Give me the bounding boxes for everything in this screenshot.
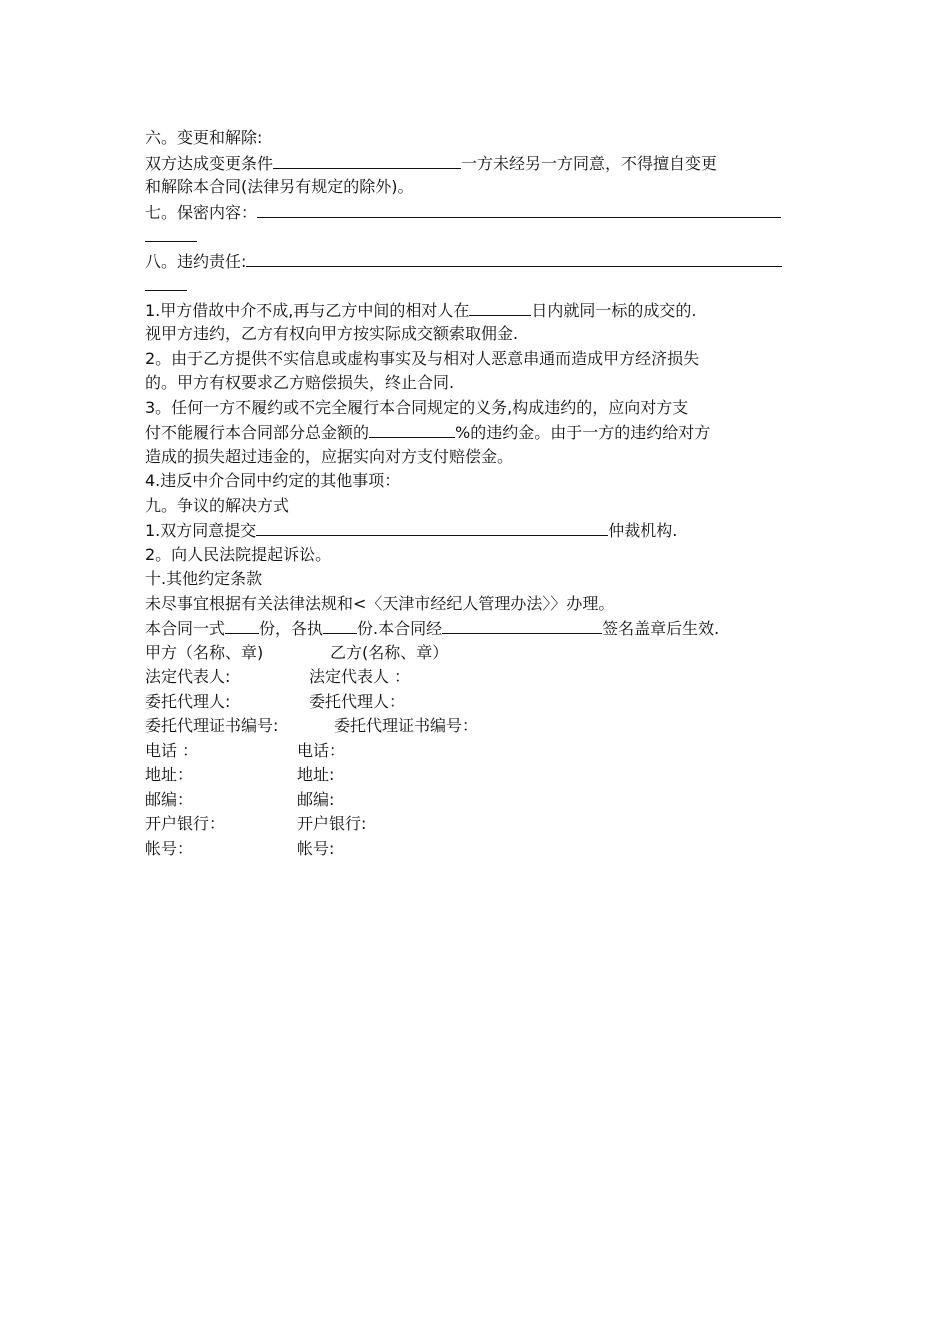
- contract-page: [145, 126, 815, 861]
- section-7-title: 七。保密内容：: [145, 202, 258, 222]
- section-8-item-2-line-2: 的。甲方有权要求乙方赔偿损失，终止合同.: [145, 373, 455, 392]
- section-8-line-cont: [145, 273, 815, 298]
- section-8-item-1-line-1: 1.甲方借故中介不成,再与乙方中间的相对人在 日内就同一标的成交的.: [145, 298, 815, 323]
- signature-row: 邮编： 邮编:: [145, 789, 335, 809]
- signature-row: 委托代理证书编号: 委托代理证书编号：: [145, 716, 479, 735]
- blank-days[interactable]: [469, 298, 531, 316]
- section-8-item-2-line-1: 2。由于乙方提供不实信息或虚构事实及与相对人恶意串通而造成甲方经济损失: [145, 348, 700, 368]
- blank-arbitration-body[interactable]: [256, 518, 608, 536]
- blank-copies[interactable]: [225, 616, 259, 634]
- section-10-title: 十.其他约定条款: [145, 569, 263, 588]
- section-8-item-3-line-3: 造成的损失超过违金的，应据实向对方支付赔偿金。: [145, 446, 514, 466]
- section-9-item-1: 1.双方同意提交 仲裁机构.: [145, 518, 815, 543]
- signature-row: 开户银行： 开户银行:: [145, 814, 367, 833]
- section-8-item-3-line-1: 3。任何一方不履约或不完全履行本合同规定的义务,构成违约的，应向对方支: [145, 397, 689, 417]
- blank-signatories[interactable]: [442, 616, 602, 634]
- signature-row: 甲方（名称、章) 乙方(名称、章）: [145, 642, 449, 662]
- section-9-item-2: 2。向人民法院提起诉讼。: [145, 544, 332, 564]
- section-8-item-3-line-2: 付不能履行本合同部分总金额的 %的违约金。由于一方的违约给对方: [145, 420, 815, 445]
- signature-row: 委托代理人: 委托代理人：: [145, 691, 406, 711]
- section-8-title: 八。违约责任:: [145, 251, 247, 271]
- section-7-line-cont: [145, 224, 815, 249]
- signature-row: 法定代表人: 法定代表人 ：: [145, 667, 411, 686]
- section-8-line: [145, 249, 815, 274]
- blank-penalty-percent[interactable]: [369, 420, 455, 438]
- section-6-line-2: 和解除本合同(法律另有规定的除外)。: [145, 177, 414, 196]
- section-8-item-1-line-2: 视甲方违约，乙方有权向甲方按实际成交额索取佣金.: [145, 324, 519, 343]
- blank-confidential-content-cont[interactable]: [145, 224, 197, 242]
- section-6-line-1: 双方达成变更条件 一方未经另一方同意，不得擅自变更: [145, 151, 815, 176]
- section-6-title: 六。变更和解除:: [145, 128, 263, 147]
- signature-row: 电话 ： 电话：: [145, 740, 346, 760]
- signature-row: 帐号： 帐号:: [145, 838, 335, 858]
- blank-copies-each[interactable]: [323, 616, 357, 634]
- section-9-title: 九。争议的解决方式: [145, 495, 290, 515]
- section-8-item-4: 4.违反中介合同中约定的其他事项：: [145, 471, 401, 490]
- signature-row: 地址： 地址:: [145, 765, 335, 784]
- section-10-line-2: 本合同一式 份，各执 份.本合同经 签名盖章后生效.: [145, 616, 815, 641]
- section-7-line: [145, 200, 815, 225]
- blank-liability[interactable]: [246, 249, 782, 267]
- blank-confidential-content[interactable]: [257, 200, 781, 218]
- section-10-line-1: 未尽事宜根据有关法律法规和<〈天津市经纪人管理办法〉〉办理。: [145, 593, 615, 613]
- blank-change-condition[interactable]: [273, 151, 461, 169]
- blank-liability-cont[interactable]: [145, 273, 187, 291]
